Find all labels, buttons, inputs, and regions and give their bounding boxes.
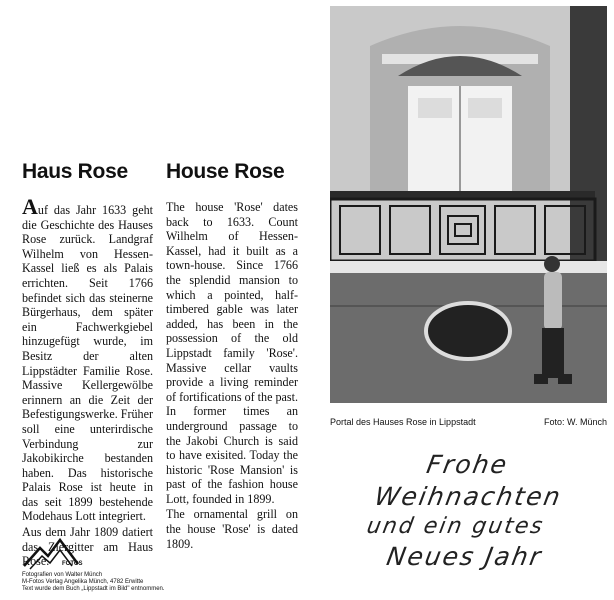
german-paragraph-2: Aus dem Jahr 1809 datiert das Ziergitter am Haus Rose.	[22, 525, 153, 569]
german-paragraph-1	[22, 194, 153, 524]
logo-label: FOTOS	[62, 561, 83, 567]
greeting-handwriting	[365, 450, 605, 571]
photo-caption: Portal des Hauses Rose in Lippstadt	[330, 417, 476, 427]
house-portal-photo	[330, 6, 607, 403]
greeting-line-1: Frohe	[424, 450, 511, 479]
greeting-line-2: Weihnachten	[372, 482, 565, 511]
drop-cap: A	[22, 194, 38, 219]
german-paragraph-1-text: uf das Jahr 1633 geht die Geschichte des Hauses Rose zurück. Landgraf Wilhelm von Hessen-Kassel ließ es als Palais errichten. Seit 1766 befindet sich das steinerne Bürgerhaus, dem später ein Fachwerkgiebel hinzugefügt wurde, im Besitz der alten Lippstädter Familie Rose. Massive Kellergewölbe erinnern an die Zeit der Befestigungswerke. Früher soll eine unterirdische Verbindung zur Jakobikirche bestanden haben. Das historische Palais Rose ist heute in das seit 1899 bestehende Modehaus Lott integriert.	[22, 203, 153, 524]
footer-credits	[22, 572, 165, 594]
english-paragraph-1: The house 'Rose' dates back to 1633. Count Wilhelm of Hessen-Kassel, had it built as a town-house. Since 1766 the splendid mansion to which a pointed, half-timbered gable was later added, has been in the possession of the old Lippstadt family 'Rose'. Massive cellar vaults provide a living reminder of fortifications of the past. In former times an underground passage to the Jakobi Church is said to have exisited. Today the historic 'Rose Mansion' is past of the fashion house Lott, founded in 1899.	[166, 200, 298, 506]
greeting-line-4: Neues Jahr	[384, 542, 545, 571]
english-paragraph-2: The ornamental grill on the house 'Rose' is dated 1809.	[166, 507, 298, 551]
credit-line-1: Fotografien von Walter Münch	[22, 572, 103, 578]
german-column	[22, 160, 153, 569]
credit-line-2: M-Fotos Verlag Angelika Münch, 4782 Erwitte	[22, 579, 144, 586]
greeting-line-3: und ein gutes	[364, 514, 547, 539]
german-title: Haus Rose	[22, 160, 128, 183]
photo-credit: Foto: W. Münch	[544, 417, 608, 427]
english-title: House Rose	[166, 160, 285, 183]
credit-line-3: Text wurde dem Buch „Lippstadt im Bild" entnommen.	[22, 586, 165, 593]
english-column	[166, 160, 298, 551]
